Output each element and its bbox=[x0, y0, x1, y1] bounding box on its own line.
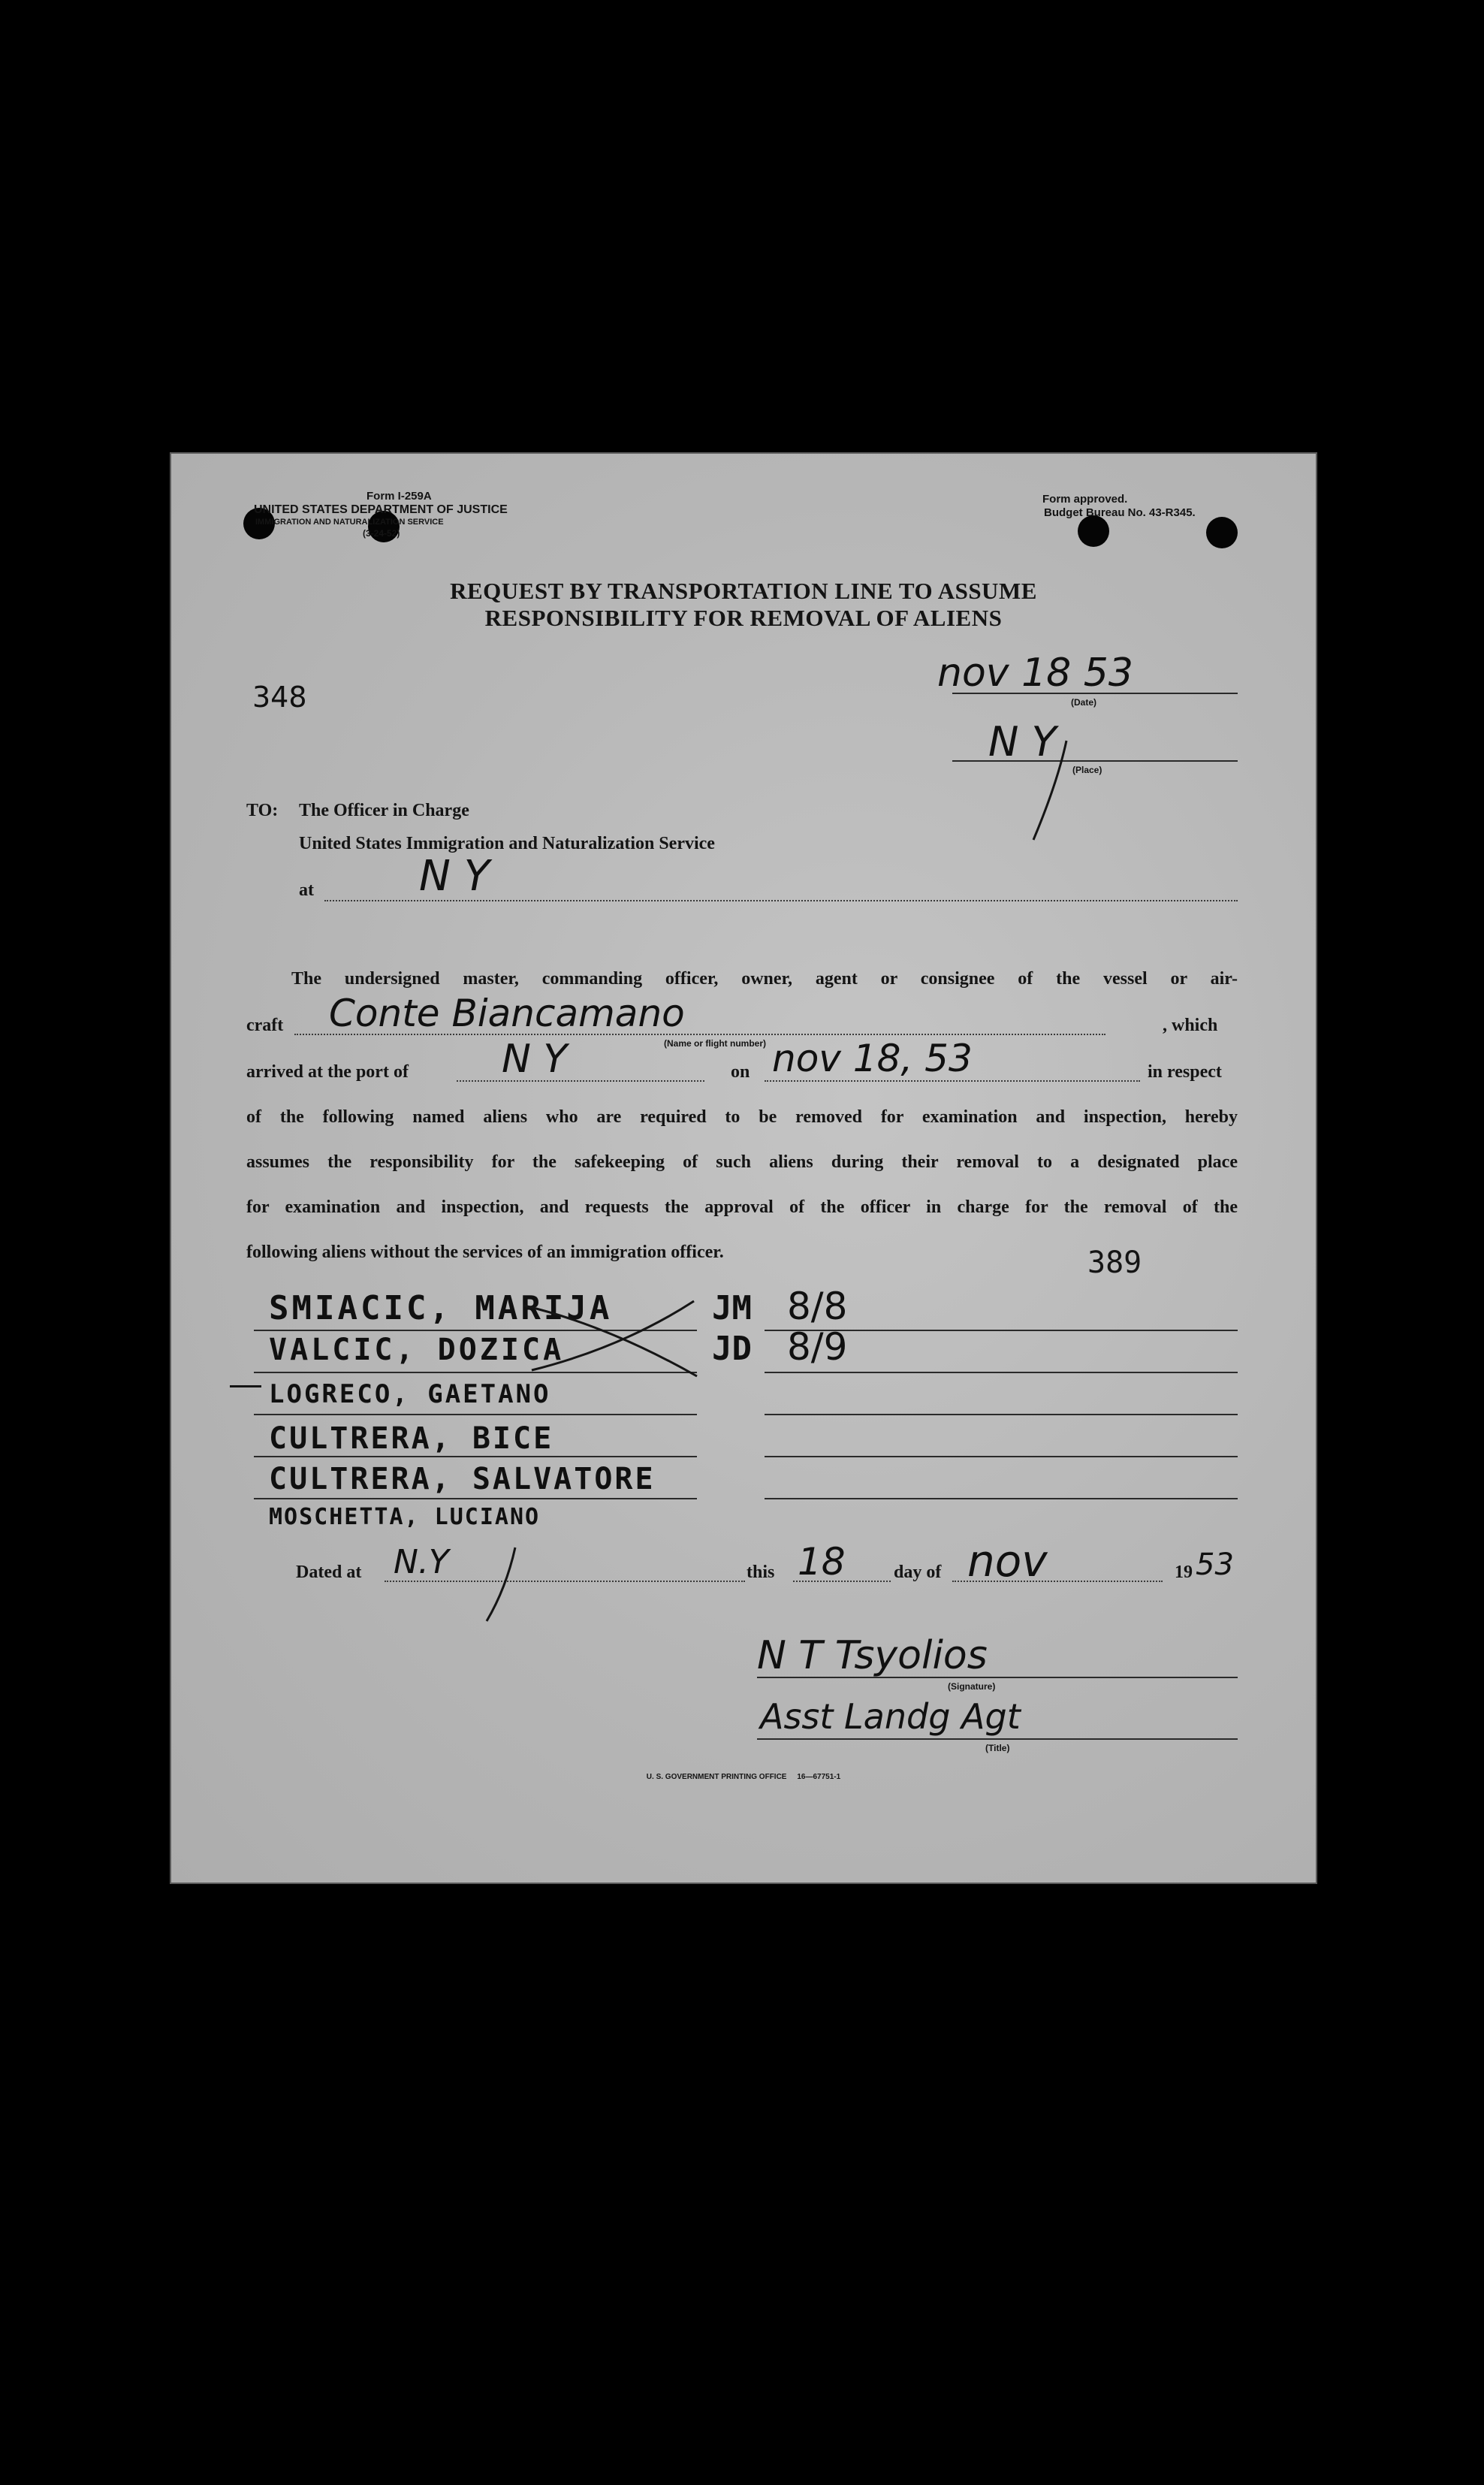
this-label: this bbox=[747, 1563, 775, 1582]
margin-note: 348 bbox=[252, 681, 307, 714]
title-line bbox=[757, 1738, 1238, 1740]
at-value: N Y bbox=[419, 852, 490, 901]
recipient-line1: The Officer in Charge bbox=[299, 801, 469, 820]
punch-hole bbox=[1078, 515, 1109, 547]
form-sheet bbox=[171, 454, 1316, 1883]
form-title-line1: REQUEST BY TRANSPORTATION LINE TO ASSUME bbox=[450, 578, 1037, 604]
body-line6: for examination and inspection, and requests the approval of the officer in charge for the removal of the bbox=[246, 1197, 1238, 1217]
alien-name-line bbox=[254, 1498, 697, 1499]
alien-name: MOSCHETTA, LUCIANO bbox=[269, 1504, 541, 1530]
year-prefix: 19 bbox=[1175, 1563, 1193, 1582]
port-line bbox=[457, 1080, 704, 1082]
arrived-label: arrived at the port of bbox=[246, 1062, 409, 1082]
day-value: 18 bbox=[798, 1540, 846, 1584]
form-title-line2: RESPONSIBILITY FOR REMOVAL OF ALIENS bbox=[484, 605, 1003, 631]
alien-name: VALCIC, DOZICA bbox=[269, 1333, 565, 1367]
dated-pen-stroke bbox=[479, 1543, 524, 1626]
alien-initials: JD bbox=[712, 1330, 752, 1368]
dated-at-value: N.Y bbox=[394, 1543, 449, 1581]
place-line bbox=[952, 760, 1238, 762]
alien-initials: JM bbox=[712, 1289, 752, 1327]
at-label: at bbox=[299, 880, 314, 900]
alien-count: 8/9 bbox=[787, 1325, 848, 1369]
day-of-label: day of bbox=[894, 1563, 942, 1582]
check-dash-mark bbox=[230, 1385, 261, 1387]
alien-count: 8/8 bbox=[787, 1285, 848, 1328]
arrival-date-line bbox=[765, 1080, 1140, 1082]
signature-caption: (Signature) bbox=[948, 1681, 996, 1692]
body-line4: of the following named aliens who are required to be removed for examination and inspection, hereby bbox=[246, 1107, 1238, 1127]
place-value: N Y bbox=[988, 718, 1057, 765]
vessel-caption: (Name or flight number) bbox=[664, 1038, 767, 1049]
alien-name-line bbox=[254, 1414, 697, 1415]
year-value: 53 bbox=[1196, 1547, 1234, 1582]
date-caption: (Date) bbox=[1071, 697, 1097, 708]
form-number: Form I-259A bbox=[366, 490, 432, 503]
month-value: nov bbox=[967, 1535, 1048, 1587]
department-line: UNITED STATES DEPARTMENT OF JUSTICE bbox=[254, 503, 508, 516]
budget-bureau-line: Budget Bureau No. 43-R345. bbox=[1044, 506, 1196, 519]
alien-name: CULTRERA, BICE bbox=[269, 1421, 554, 1456]
arrival-date: nov 18, 53 bbox=[772, 1037, 973, 1080]
alien-name-line bbox=[254, 1456, 697, 1457]
date-line bbox=[952, 693, 1238, 694]
craft-label: craft bbox=[246, 1016, 284, 1035]
body-line5: assumes the responsibility for the safekeeping of such aliens during their removal to a designated place bbox=[246, 1152, 1238, 1172]
alien-extra-line bbox=[765, 1456, 1238, 1457]
signature-value: N T Tsyolios bbox=[757, 1633, 988, 1678]
printer-footer: U. S. GOVERNMENT PRINTING OFFICE 16—67751-1 bbox=[646, 1773, 841, 1781]
alien-extra-line bbox=[765, 1498, 1238, 1499]
on-label: on bbox=[731, 1062, 750, 1082]
alien-extra-line bbox=[765, 1414, 1238, 1415]
signature-line bbox=[757, 1677, 1238, 1678]
stamp-number: 389 bbox=[1087, 1246, 1142, 1280]
title-caption: (Title) bbox=[985, 1743, 1010, 1753]
approval-line: Form approved. bbox=[1042, 493, 1128, 506]
alien-name: LOGRECO, GAETANO bbox=[269, 1379, 551, 1409]
alien-name: CULTRERA, SALVATORE bbox=[269, 1462, 656, 1496]
form-revision: (3-24-52) bbox=[363, 528, 400, 539]
port-value: N Y bbox=[502, 1037, 568, 1082]
punch-hole bbox=[1206, 517, 1238, 548]
in-respect-text: in respect bbox=[1148, 1062, 1222, 1082]
place-caption: (Place) bbox=[1072, 765, 1102, 775]
strike-through-mark bbox=[517, 1295, 704, 1385]
title-value: Asst Landg Agt bbox=[760, 1696, 1021, 1737]
service-line: IMMIGRATION AND NATURALIZATION SERVICE bbox=[255, 518, 444, 527]
date-value: nov 18 53 bbox=[937, 651, 1133, 696]
place-pen-stroke bbox=[1027, 738, 1072, 843]
body-line7: following aliens without the services of an immigration officer. bbox=[246, 1242, 724, 1262]
which-text: , which bbox=[1163, 1016, 1218, 1035]
alien-name: SMIACIC, MARIJA bbox=[269, 1289, 613, 1327]
recipient-line2: United States Immigration and Naturalization Service bbox=[299, 834, 715, 853]
to-label: TO: bbox=[246, 801, 279, 820]
vessel-name: Conte Biancamano bbox=[329, 992, 685, 1035]
body-line1: The undersigned master, commanding officer, owner, agent or consignee of the vessel or air- bbox=[291, 969, 1238, 989]
alien-extra-line bbox=[765, 1372, 1238, 1373]
dated-at-label: Dated at bbox=[296, 1563, 362, 1582]
